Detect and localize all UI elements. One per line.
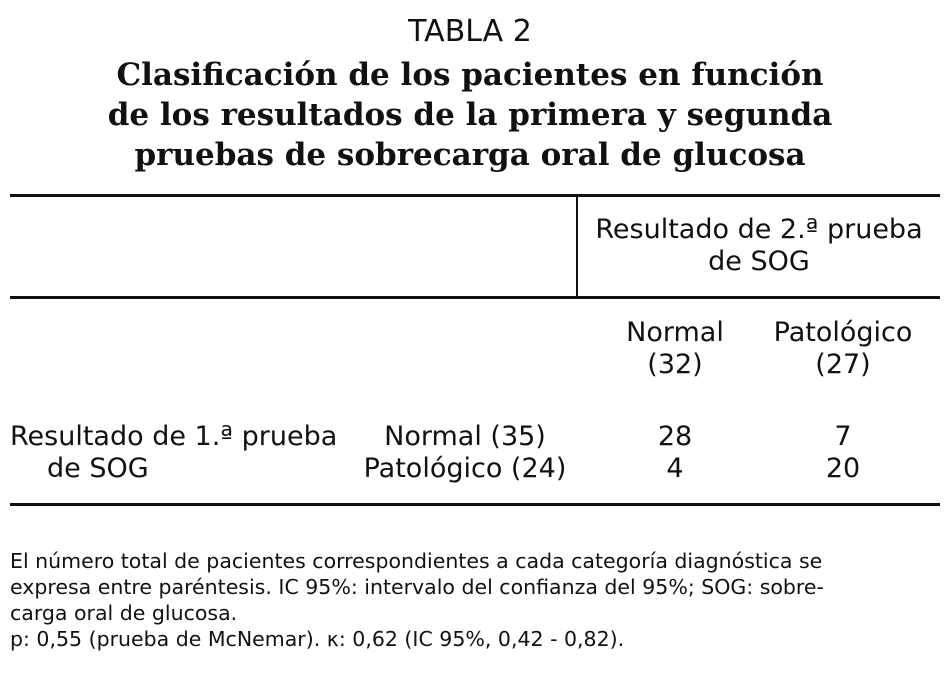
footnote-line: p: 0,55 (prueba de McNemar). κ: 0,62 (IC 95%, 0,42 - 0,82). xyxy=(10,627,625,651)
header-rule xyxy=(10,296,940,299)
column-header-patologico xyxy=(762,317,924,381)
top-rule xyxy=(10,194,940,197)
column-header-line: (32) xyxy=(647,349,703,380)
column-header-line: Patológico xyxy=(773,317,913,348)
bottom-rule xyxy=(10,503,940,506)
footnote-line: expresa entre paréntesis. IC 95%: intervalo del confianza del 95%; SOG: sobre- xyxy=(10,575,824,599)
table-cell: 7 xyxy=(834,421,852,452)
table-label: TABLA 2 xyxy=(408,14,532,49)
row-group-header-line: Resultado de 1.ª prueba xyxy=(10,421,338,452)
table-cell: 4 xyxy=(666,453,684,484)
col-group-header-line: Resultado de 2.ª prueba xyxy=(595,214,923,245)
col-group-header xyxy=(578,214,940,278)
row-group-header xyxy=(10,421,350,485)
column-header-line: Normal xyxy=(626,317,724,348)
table-cell: 20 xyxy=(825,453,861,484)
footnote-line: El número total de pacientes correspondientes a cada categoría diagnóstica se xyxy=(10,549,823,573)
row-group-header-line: de SOG xyxy=(47,453,149,484)
table-footnote xyxy=(10,548,940,652)
table-cell: 28 xyxy=(657,421,693,452)
col-group-header-line: de SOG xyxy=(708,246,810,277)
table-title xyxy=(0,55,940,175)
column-header-line: (27) xyxy=(815,349,871,380)
row-label-normal: Normal (35) xyxy=(384,421,546,452)
table-title-line: pruebas de sobrecarga oral de glucosa xyxy=(134,137,806,173)
row-label-patologico: Patológico (24) xyxy=(363,453,567,484)
table-title-line: Clasificación de los pacientes en función xyxy=(116,57,824,93)
column-header-normal xyxy=(600,317,750,381)
table-title-line: de los resultados de la primera y segunda xyxy=(107,97,833,133)
footnote-line: carga oral de glucosa. xyxy=(10,601,238,625)
